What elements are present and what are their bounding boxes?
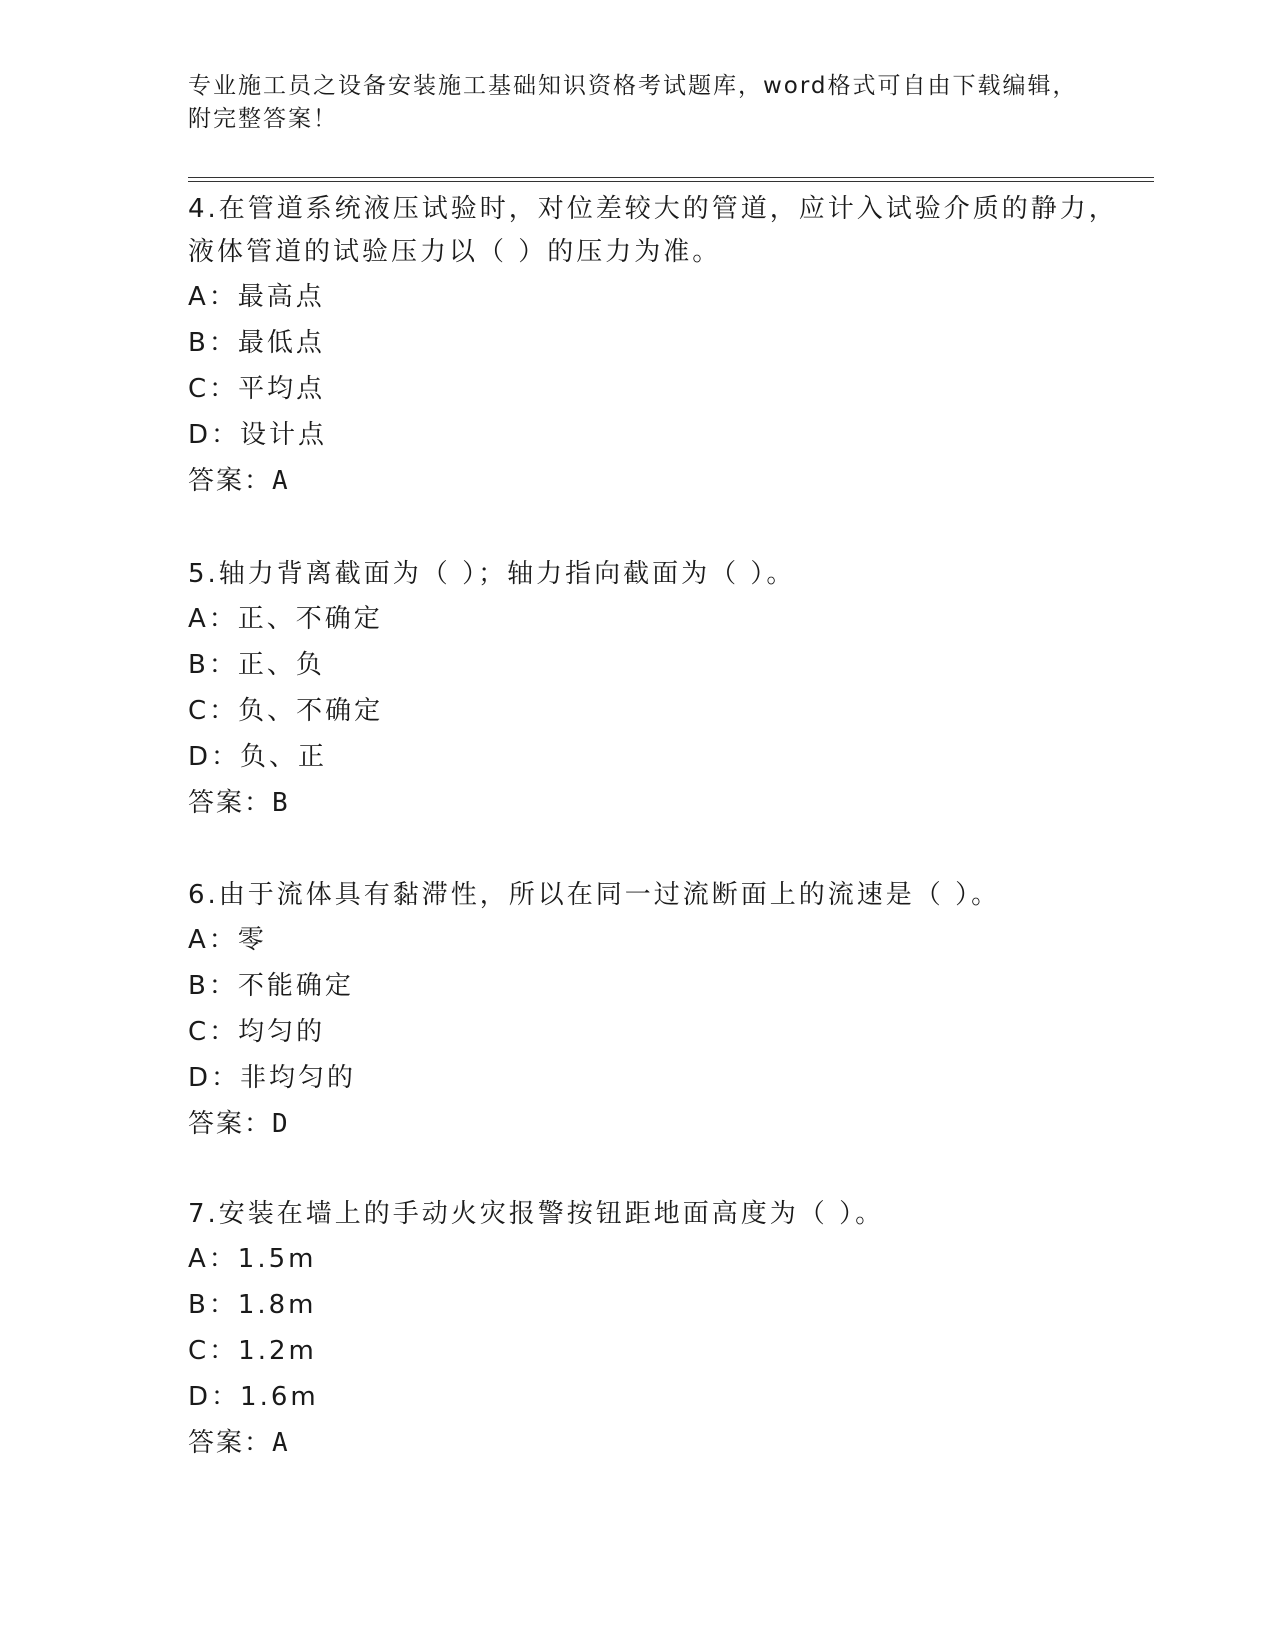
option-d: D：非均匀的 [188, 1063, 357, 1093]
document-header [188, 70, 1088, 136]
question-stem: 4.在管道系统液压试验时，对位差较大的管道，应计入试验介质的静力，液体管道的试验压力以（ ）的压力为准。 [188, 194, 1118, 267]
option-c: C：平均点 [188, 374, 326, 404]
question-stem: 6.由于流体具有黏滞性，所以在同一过流断面上的流速是（ ）。 [188, 880, 1001, 910]
question-6 [188, 874, 1118, 1147]
question-stem: 7.安装在墙上的手动火灾报警按钮距地面高度为（ ）。 [188, 1199, 885, 1229]
option-a: A：最高点 [188, 282, 325, 312]
header-divider-top [188, 177, 1154, 178]
option-a: A：1.5m [188, 1244, 317, 1274]
header-line-1: 专业施工员之设备安装施工基础知识资格考试题库，word格式可自由下载编辑， [188, 73, 1078, 99]
answer: 答案：D [188, 1109, 290, 1139]
question-5 [188, 553, 1118, 826]
option-d: D：负、正 [188, 742, 328, 772]
option-a: A：零 [188, 925, 267, 955]
option-b: B：1.8m [188, 1290, 317, 1320]
option-a: A：正、不确定 [188, 604, 383, 634]
question-stem: 5.轴力背离截面为（ ）；轴力指向截面为（ ）。 [188, 559, 796, 589]
answer: 答案：A [188, 1428, 290, 1458]
question-7 [188, 1193, 1118, 1466]
question-4 [188, 188, 1118, 504]
option-c: C：1.2m [188, 1336, 317, 1366]
answer: 答案：A [188, 466, 290, 496]
option-b: B：最低点 [188, 328, 325, 358]
option-c: C：均匀的 [188, 1017, 326, 1047]
option-d: D：1.6m [188, 1382, 319, 1412]
option-d: D：设计点 [188, 420, 328, 450]
option-b: B：不能确定 [188, 971, 354, 1001]
answer: 答案：B [188, 788, 290, 818]
option-c: C：负、不确定 [188, 696, 384, 726]
header-divider-bottom [188, 181, 1154, 182]
option-b: B：正、负 [188, 650, 325, 680]
header-line-2: 附完整答案！ [188, 106, 338, 132]
